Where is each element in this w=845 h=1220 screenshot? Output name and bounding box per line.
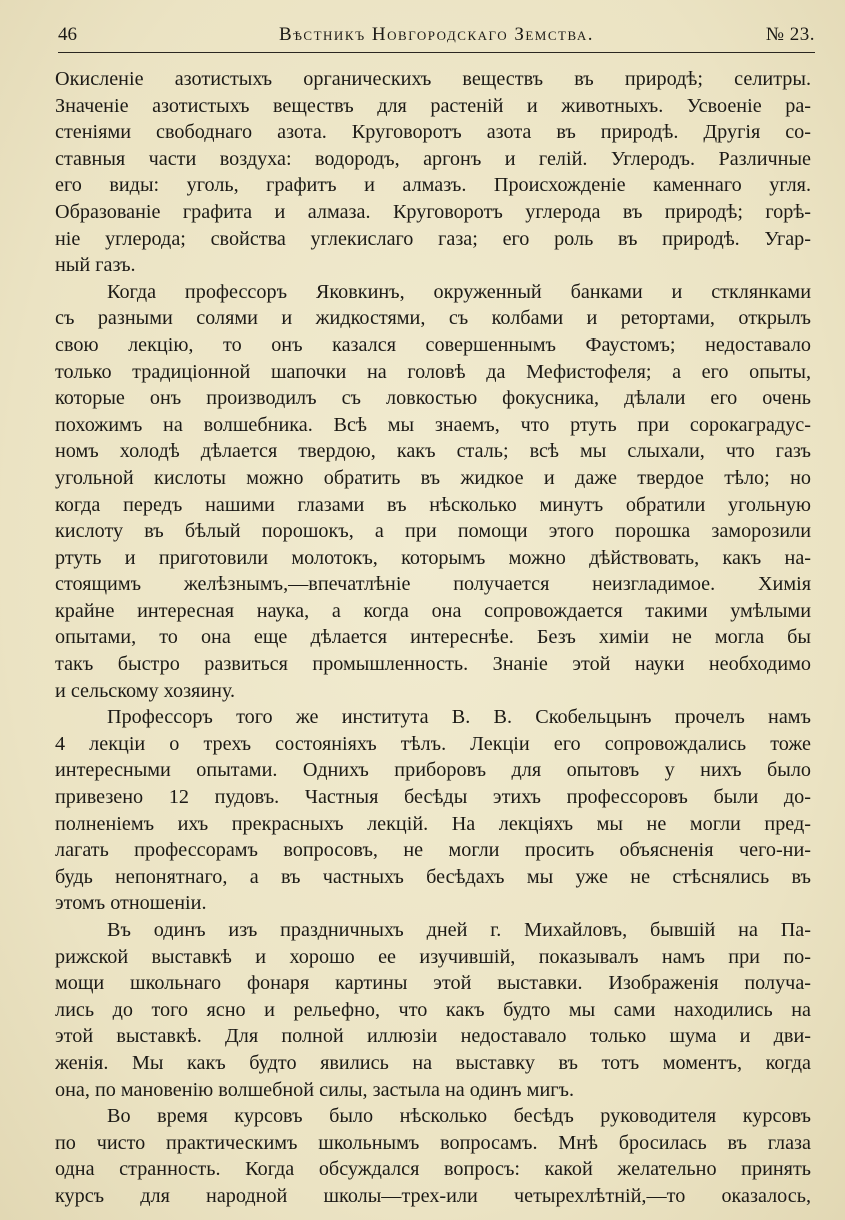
text-line: 4 лекціи о трехъ состояніяхъ тѣлъ. Лекціи его сопровождались тоже [55, 732, 811, 755]
issue-number: № 23. [765, 24, 815, 45]
text-line: только традиціонной шапочки на головѣ да Мефистофеля; а его опыты, [55, 360, 811, 383]
text-line: ртуть и приготовили молотокъ, которымъ можно дѣйствовать, какъ на- [55, 546, 811, 569]
text-line: когда передъ нашими глазами въ нѣсколько минутъ обратили угольную [55, 493, 811, 516]
text-line: и сельскому хозяину. [55, 679, 236, 702]
text-line: рижской выставкѣ и хорошо ее изучившій, показывалъ намъ при по- [55, 945, 811, 968]
text-line: привезено 12 пудовъ. Частныя бесѣды этихъ профессоровъ были до- [55, 786, 811, 809]
text-line: ніе углерода; свойства углекислаго газа; его роль въ природѣ. Угар- [55, 227, 811, 250]
text-line: Въ одинъ изъ праздничныхъ дней г. Михайловъ, бывшій на Па- [107, 919, 811, 941]
text-line: полненіемъ ихъ прекрасныхъ лекцій. На лекціяхъ мы не могли пред- [55, 812, 811, 835]
text-line: номъ холодѣ дѣлается твердою, какъ сталь; всѣ мы слыхали, что газъ [55, 440, 811, 463]
text-line: одна странность. Когда обсуждался вопросъ: какой желательно принять [55, 1158, 811, 1181]
text-line: курсъ для народной школы—трех-или четырехлѣтній,—то оказалось, [55, 1184, 811, 1207]
page-number: 46 [58, 24, 77, 45]
journal-title: Вѣстникъ Новгородскаго Земства. [279, 24, 594, 45]
text-line: лагать профессорамъ вопросовъ, не могли просить объясненія чего-ни- [55, 839, 811, 862]
text-line: интересными опытами. Однихъ приборовъ для опытовъ у нихъ было [55, 759, 811, 782]
text-line: она, по мановенію волшебной силы, застыла на одинъ мигъ. [55, 1078, 575, 1101]
text-line: Окисленіе азотистыхъ органическихъ веществъ въ природѣ; селитры. [55, 68, 811, 90]
text-line: крайне интересная наука, а когда она сопровождается такими умѣлыми [55, 599, 811, 622]
text-line: такъ быстро развиться промышленность. Знаніе этой науки необходимо [55, 653, 811, 676]
text-line: этой выставкѣ. Для полной иллюзіи недоставало только шума и дви- [55, 1025, 811, 1048]
text-line: опытами, то она еще дѣлается интереснѣе. Безъ химіи не могла бы [55, 626, 811, 649]
text-line: ставныя части воздуха: водородъ, аргонъ и гелій. Углеродъ. Различные [55, 147, 811, 170]
text-line: этомъ отношеніи. [55, 892, 207, 915]
text-line: по чисто практическимъ школьнымъ вопросамъ. Мнѣ бросилась въ глаза [55, 1131, 811, 1154]
text-line: Когда профессоръ Яковкинъ, окруженный банками и стклянками [107, 280, 811, 303]
text-line: его виды: уголь, графитъ и алмазъ. Происхожденіе каменнаго угля. [55, 174, 811, 197]
text-line: ный газъ. [55, 254, 136, 277]
text-line: Профессоръ того же института В. В. Скобельцынъ прочелъ намъ [107, 706, 811, 729]
page-header [58, 18, 815, 53]
text-line: мощи школьнаго фонаря картины этой выставки. Изображенія получа- [55, 972, 811, 995]
article-body [55, 66, 811, 1210]
text-line: угольной кислоты можно обратить въ жидкое и даже твердое тѣло; но [55, 466, 811, 489]
text-line: женія. Мы какъ будто явились на выставку въ тотъ моментъ, когда [55, 1051, 811, 1074]
text-line: кислоту въ бѣлый порошокъ, а при помощи этого порошка заморозили [55, 520, 811, 543]
text-line: Значеніе азотистыхъ веществъ для растеній и животныхъ. Усвоеніе ра- [55, 94, 811, 117]
text-line: свою лекцію, то онъ казался совершеннымъ Фаустомъ; недоставало [55, 333, 811, 356]
text-line: похожимъ на волшебника. Всѣ мы знаемъ, что ртуть при сорокаградус- [55, 413, 811, 436]
text-line: будь непонятнаго, а въ частныхъ бесѣдахъ мы уже не стѣснялись въ [55, 865, 811, 888]
text-line: Образованіе графита и алмаза. Круговоротъ углерода въ природѣ; горѣ- [55, 200, 811, 223]
text-line: стеніями свободнаго азота. Круговоротъ азота въ природѣ. Другія со- [55, 121, 811, 144]
text-line: Во время курсовъ было нѣсколько бесѣдъ руководителя курсовъ [107, 1105, 811, 1128]
text-line: лись до того ясно и рельефно, что какъ будто мы сами находились на [55, 998, 811, 1021]
text-line: стоящимъ желѣзнымъ,—впечатлѣніе получается неизгладимое. Химія [55, 573, 811, 596]
text-line: съ разными солями и жидкостями, съ колбами и ретортами, открылъ [55, 307, 811, 330]
text-line: которые онъ производилъ съ ловкостью фокусника, дѣлали его очень [55, 387, 811, 410]
